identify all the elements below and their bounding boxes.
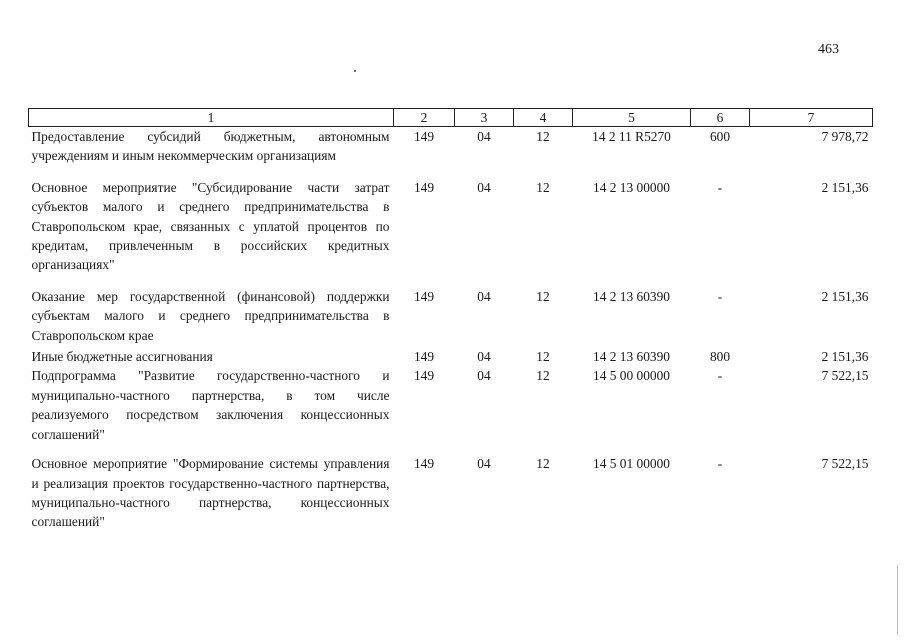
row-amount: 7 522,15 bbox=[821, 456, 869, 472]
table-row bbox=[29, 127, 873, 168]
row-expense-type: 600 bbox=[709, 129, 731, 144]
row-section-code: 04 bbox=[477, 179, 491, 195]
table-row bbox=[29, 444, 873, 532]
header-cell-2: 2 bbox=[394, 109, 455, 127]
row-amount: 2 151,36 bbox=[821, 288, 869, 304]
row-expense-type: 800 bbox=[709, 349, 731, 365]
row-amount: 2 151,36 bbox=[821, 179, 869, 195]
header-cell-4: 4 bbox=[514, 109, 573, 127]
table-row bbox=[29, 366, 873, 444]
row-subsection-code: 12 bbox=[536, 368, 550, 384]
row-amount: 7 522,15 bbox=[821, 368, 869, 384]
row-admin-code: 149 bbox=[413, 179, 435, 195]
scan-speck bbox=[354, 70, 356, 72]
row-target-code: 14 2 13 60390 bbox=[593, 288, 670, 304]
row-section-code: 04 bbox=[477, 349, 491, 365]
row-expense-type: - bbox=[717, 456, 723, 472]
scan-edge-line bbox=[897, 565, 898, 635]
row-target-code: 14 5 01 00000 bbox=[593, 456, 670, 472]
table-row bbox=[29, 347, 873, 366]
row-subsection-code: 12 bbox=[536, 288, 550, 304]
row-target-code: 14 2 11 R5270 bbox=[592, 129, 671, 144]
row-name: Основное мероприятие "Формирование системы управления и реализация проектов государственно-частного партнерства, муниципально-частного партнерства, концессионных соглашений" bbox=[31, 456, 390, 530]
row-target-code: 14 2 13 00000 bbox=[593, 179, 670, 195]
row-target-code: 14 2 13 60390 bbox=[593, 349, 670, 365]
row-subsection-code: 12 bbox=[536, 129, 550, 144]
row-section-code: 04 bbox=[477, 368, 491, 384]
row-amount: 2 151,36 bbox=[821, 349, 869, 365]
row-admin-code: 149 bbox=[413, 288, 435, 304]
row-section-code: 04 bbox=[477, 456, 491, 472]
row-name: Основное мероприятие "Субсидирование части затрат субъектов малого и среднего предпринимательства в Ставропольском крае, связанных с уплатой процентов по кредитам, привлеченным в российских кредитных организациях" bbox=[31, 179, 390, 273]
header-cell-6: 6 bbox=[691, 109, 750, 127]
header-cell-3: 3 bbox=[455, 109, 514, 127]
row-expense-type: - bbox=[717, 368, 723, 384]
table-row bbox=[29, 277, 873, 347]
row-subsection-code: 12 bbox=[536, 179, 550, 195]
row-admin-code: 149 bbox=[413, 456, 435, 472]
row-name: Иные бюджетные ассигнования bbox=[31, 349, 213, 365]
header-cell-7: 7 bbox=[750, 109, 873, 127]
row-target-code: 14 5 00 00000 bbox=[593, 368, 670, 384]
row-expense-type: - bbox=[717, 288, 723, 304]
budget-table bbox=[28, 108, 873, 532]
row-admin-code: 149 bbox=[413, 129, 435, 144]
row-section-code: 04 bbox=[477, 288, 491, 304]
row-subsection-code: 12 bbox=[536, 456, 550, 472]
row-amount: 7 978,72 bbox=[821, 129, 869, 144]
row-name: Подпрограмма "Развитие государственно-частного и муниципально-частного партнерства, в том числе реализуемого посредством заключения концессионных соглашений" bbox=[31, 368, 390, 442]
row-admin-code: 149 bbox=[413, 368, 435, 384]
table-row bbox=[29, 168, 873, 277]
header-cell-1: 1 bbox=[29, 109, 394, 127]
row-section-code: 04 bbox=[477, 129, 491, 144]
row-name: Оказание мер государственной (финансовой) поддержки субъектам малого и среднего предпринимательства в Ставропольском крае bbox=[31, 288, 390, 343]
header-cell-5: 5 bbox=[573, 109, 691, 127]
header-row bbox=[29, 109, 873, 127]
row-subsection-code: 12 bbox=[536, 349, 550, 365]
row-admin-code: 149 bbox=[413, 349, 435, 365]
row-name: Предоставление субсидий бюджетным, автономным учреждениям и иным некоммерческим организациям bbox=[31, 129, 390, 164]
row-expense-type: - bbox=[717, 179, 723, 195]
page-number: 463 bbox=[818, 42, 839, 57]
